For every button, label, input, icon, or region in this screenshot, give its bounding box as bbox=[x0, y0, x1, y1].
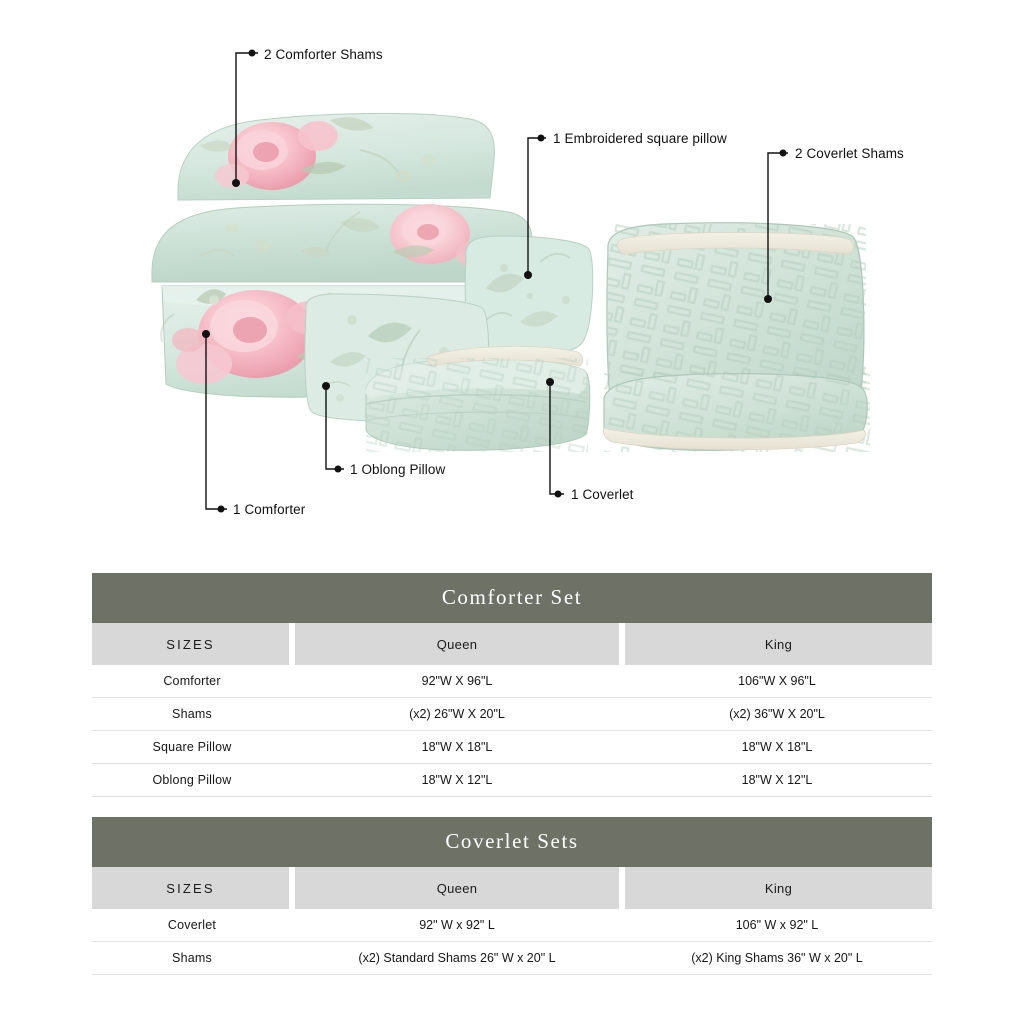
row-label: Shams bbox=[92, 698, 292, 731]
coverlet-sham-front-illustration bbox=[603, 372, 870, 452]
header-sizes: SIZES bbox=[92, 623, 292, 665]
header-sizes: SIZES bbox=[92, 867, 292, 909]
callout-coverlet: 1 Coverlet bbox=[571, 487, 634, 502]
cell-king: 106"W X 96"L bbox=[622, 665, 932, 698]
table-row bbox=[92, 942, 932, 975]
callout-embroidered-square-pillow: 1 Embroidered square pillow bbox=[553, 131, 727, 146]
header-king: King bbox=[622, 623, 932, 665]
cell-king: (x2) 36"W X 20"L bbox=[622, 698, 932, 731]
callout-coverlet-shams: 2 Coverlet Shams bbox=[795, 146, 904, 161]
coverlet-sets-table bbox=[92, 817, 932, 975]
comforter-set-grid bbox=[92, 623, 932, 797]
cell-king: 18"W X 12"L bbox=[622, 764, 932, 797]
cell-king: (x2) King Shams 36" W x 20" L bbox=[622, 942, 932, 975]
callout-oblong-pillow: 1 Oblong Pillow bbox=[350, 462, 446, 477]
coverlet-sets-grid bbox=[92, 867, 932, 975]
row-label: Oblong Pillow bbox=[92, 764, 292, 797]
table-header-row bbox=[92, 623, 932, 665]
cell-queen: 18"W X 12"L bbox=[292, 764, 622, 797]
table-row bbox=[92, 698, 932, 731]
cell-queen: 92" W x 92" L bbox=[292, 909, 622, 942]
coverlet-illustration bbox=[365, 346, 590, 452]
table-header-row bbox=[92, 867, 932, 909]
cell-queen: (x2) 26"W X 20"L bbox=[292, 698, 622, 731]
comforter-sham-top-illustration bbox=[178, 113, 495, 200]
cell-queen: 92"W X 96"L bbox=[292, 665, 622, 698]
row-label: Comforter bbox=[92, 665, 292, 698]
cell-king: 18"W X 18"L bbox=[622, 731, 932, 764]
size-charts bbox=[92, 573, 932, 975]
callout-comforter-shams: 2 Comforter Shams bbox=[264, 47, 383, 62]
header-queen: Queen bbox=[292, 867, 622, 909]
row-label: Coverlet bbox=[92, 909, 292, 942]
comforter-set-title: Comforter Set bbox=[92, 573, 932, 623]
table-row bbox=[92, 665, 932, 698]
comforter-set-table bbox=[92, 573, 932, 797]
table-row bbox=[92, 764, 932, 797]
header-king: King bbox=[622, 867, 932, 909]
header-queen: Queen bbox=[292, 623, 622, 665]
callout-comforter: 1 Comforter bbox=[233, 502, 306, 517]
table-row bbox=[92, 731, 932, 764]
cell-king: 106" W x 92" L bbox=[622, 909, 932, 942]
coverlet-sets-title: Coverlet Sets bbox=[92, 817, 932, 867]
table-row bbox=[92, 909, 932, 942]
cell-queen: 18"W X 18"L bbox=[292, 731, 622, 764]
cell-queen: (x2) Standard Shams 26" W x 20" L bbox=[292, 942, 622, 975]
row-label: Square Pillow bbox=[92, 731, 292, 764]
row-label: Shams bbox=[92, 942, 292, 975]
